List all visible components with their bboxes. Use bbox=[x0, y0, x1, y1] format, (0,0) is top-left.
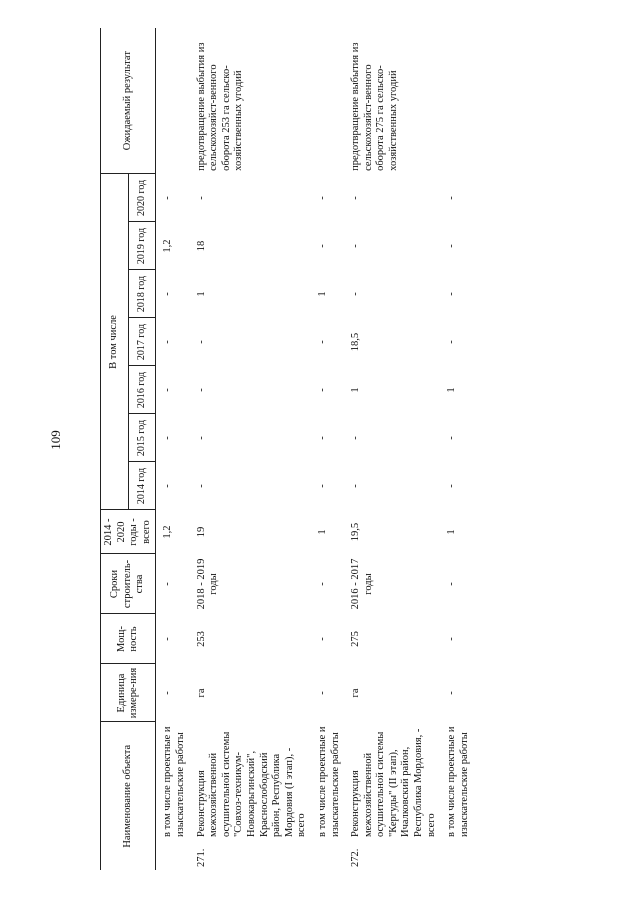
header-including: В том числе bbox=[101, 174, 129, 510]
total-cell: 1,2 bbox=[162, 525, 174, 539]
page-number: 109 bbox=[47, 430, 63, 450]
capacity-cell: 253 bbox=[195, 631, 207, 647]
header-year: 2016 год bbox=[129, 366, 156, 414]
year-value-cell: - bbox=[195, 484, 207, 488]
year-value-cell: - bbox=[446, 436, 458, 440]
unit-cell: га bbox=[350, 688, 362, 698]
year-value-cell: - bbox=[446, 244, 458, 248]
year-value-cell: - bbox=[162, 292, 174, 296]
table-row bbox=[440, 28, 473, 870]
year-value-cell: - bbox=[316, 484, 328, 488]
capacity-cell: 275 bbox=[350, 631, 362, 647]
terms-cell: 2016 - 2017 годы bbox=[350, 558, 374, 610]
year-value-cell: - bbox=[350, 196, 362, 200]
object-name: Реконструкция межхозяйственной осушительной системы "Кергуды" (II этап), Ичалковский район, Республика Мордовия, - всего bbox=[350, 728, 437, 837]
year-value-cell: - bbox=[162, 436, 174, 440]
year-value-cell: - bbox=[162, 484, 174, 488]
year-value-cell: - bbox=[162, 340, 174, 344]
year-value-cell: - bbox=[446, 484, 458, 488]
header-unit: Единица измере-ния bbox=[101, 664, 156, 722]
terms-cell: - bbox=[446, 582, 458, 586]
header-year: 2015 год bbox=[129, 414, 156, 462]
object-name: в том числе проектные и изыскательские работы bbox=[162, 726, 186, 837]
table-header bbox=[101, 28, 156, 870]
capacity-cell: - bbox=[162, 637, 174, 641]
header-terms: Сроки строитель-ства bbox=[101, 554, 156, 614]
object-name: в том числе проектные и изыскательские работы bbox=[316, 726, 341, 837]
year-value-cell: - bbox=[195, 436, 207, 440]
year-value-cell: 1 bbox=[195, 291, 207, 297]
result-cell bbox=[311, 28, 344, 174]
row-number bbox=[311, 840, 344, 870]
year-value-cell: - bbox=[350, 292, 362, 296]
year-value-cell: 1,2 bbox=[162, 239, 174, 253]
total-cell: 19,5 bbox=[350, 522, 362, 542]
year-value-cell: - bbox=[195, 196, 207, 200]
unit-cell: - bbox=[162, 691, 174, 695]
year-value-cell: - bbox=[446, 340, 458, 344]
unit-cell: га bbox=[195, 688, 207, 698]
header-year: 2020 год bbox=[129, 174, 156, 222]
table-row bbox=[156, 28, 190, 870]
header-result: Ожидаемый результат bbox=[101, 28, 156, 174]
year-value-cell: - bbox=[350, 244, 362, 248]
header-year: 2014 год bbox=[129, 462, 156, 510]
row-number bbox=[156, 840, 190, 870]
year-value-cell: - bbox=[316, 196, 328, 200]
year-value-cell: 1 bbox=[446, 387, 458, 393]
header-year: 2018 год bbox=[129, 270, 156, 318]
row-number bbox=[440, 840, 473, 870]
year-value-cell: - bbox=[316, 340, 328, 344]
year-value-cell: - bbox=[195, 388, 207, 392]
year-value-cell: - bbox=[162, 196, 174, 200]
year-value-cell: - bbox=[316, 436, 328, 440]
table-row bbox=[190, 28, 311, 870]
capacity-cell: - bbox=[316, 637, 328, 641]
year-value-cell: 1 bbox=[316, 291, 328, 297]
table-row bbox=[344, 28, 440, 870]
header-year: 2019 год bbox=[129, 222, 156, 270]
year-value-cell: - bbox=[350, 436, 362, 440]
footer-filename bbox=[0, 830, 2, 870]
header-total: 2014 - 2020 годы - всего bbox=[101, 510, 156, 554]
object-name: Реконструкция межхозяйственной осушительной системы "Совхоз-техникум-Новокарьгинский", Краснослободский район, Республика Мордовия (I этап), - всего bbox=[195, 731, 308, 837]
result-cell: предотвращение выбытия из сельскохозяйст-венного оборота 275 га сельско-хозяйственных угодий bbox=[350, 42, 399, 171]
terms-cell: - bbox=[316, 582, 328, 586]
year-value-cell: - bbox=[446, 196, 458, 200]
result-cell bbox=[156, 28, 190, 174]
year-value-cell: 1 bbox=[350, 387, 362, 393]
header-year: 2017 год bbox=[129, 318, 156, 366]
year-value-cell: 18,5 bbox=[350, 332, 362, 352]
table-body bbox=[156, 28, 474, 870]
year-value-cell: - bbox=[446, 292, 458, 296]
rotated-table-container bbox=[100, 30, 620, 870]
row-number: 271. bbox=[195, 848, 207, 867]
year-value-cell: - bbox=[316, 388, 328, 392]
year-value-cell: 18 bbox=[195, 240, 207, 252]
object-name: в том числе проектные и изыскательские работы bbox=[446, 726, 470, 837]
terms-cell: - bbox=[162, 582, 174, 586]
table-row bbox=[311, 28, 344, 870]
year-value-cell: - bbox=[195, 340, 207, 344]
objects-table bbox=[100, 28, 473, 870]
row-number: 272. bbox=[350, 848, 362, 867]
capacity-cell: - bbox=[446, 637, 458, 641]
year-value-cell: - bbox=[316, 244, 328, 248]
header-name: Наименование объекта bbox=[101, 722, 156, 870]
unit-cell: - bbox=[446, 691, 458, 695]
year-value-cell: - bbox=[350, 484, 362, 488]
terms-cell: 2018 - 2019 годы bbox=[195, 558, 220, 610]
unit-cell: - bbox=[316, 691, 328, 695]
header-capacity: Мощ-ность bbox=[101, 614, 156, 664]
result-cell: предотвращение выбытия из сельскохозяйст-венного оборота 253 га сельско-хозяйственных угодий bbox=[195, 42, 245, 171]
result-cell bbox=[440, 28, 473, 174]
total-cell: 1 bbox=[316, 529, 328, 535]
year-value-cell: - bbox=[162, 388, 174, 392]
total-cell: 19 bbox=[195, 526, 207, 538]
total-cell: 1 bbox=[446, 529, 458, 535]
